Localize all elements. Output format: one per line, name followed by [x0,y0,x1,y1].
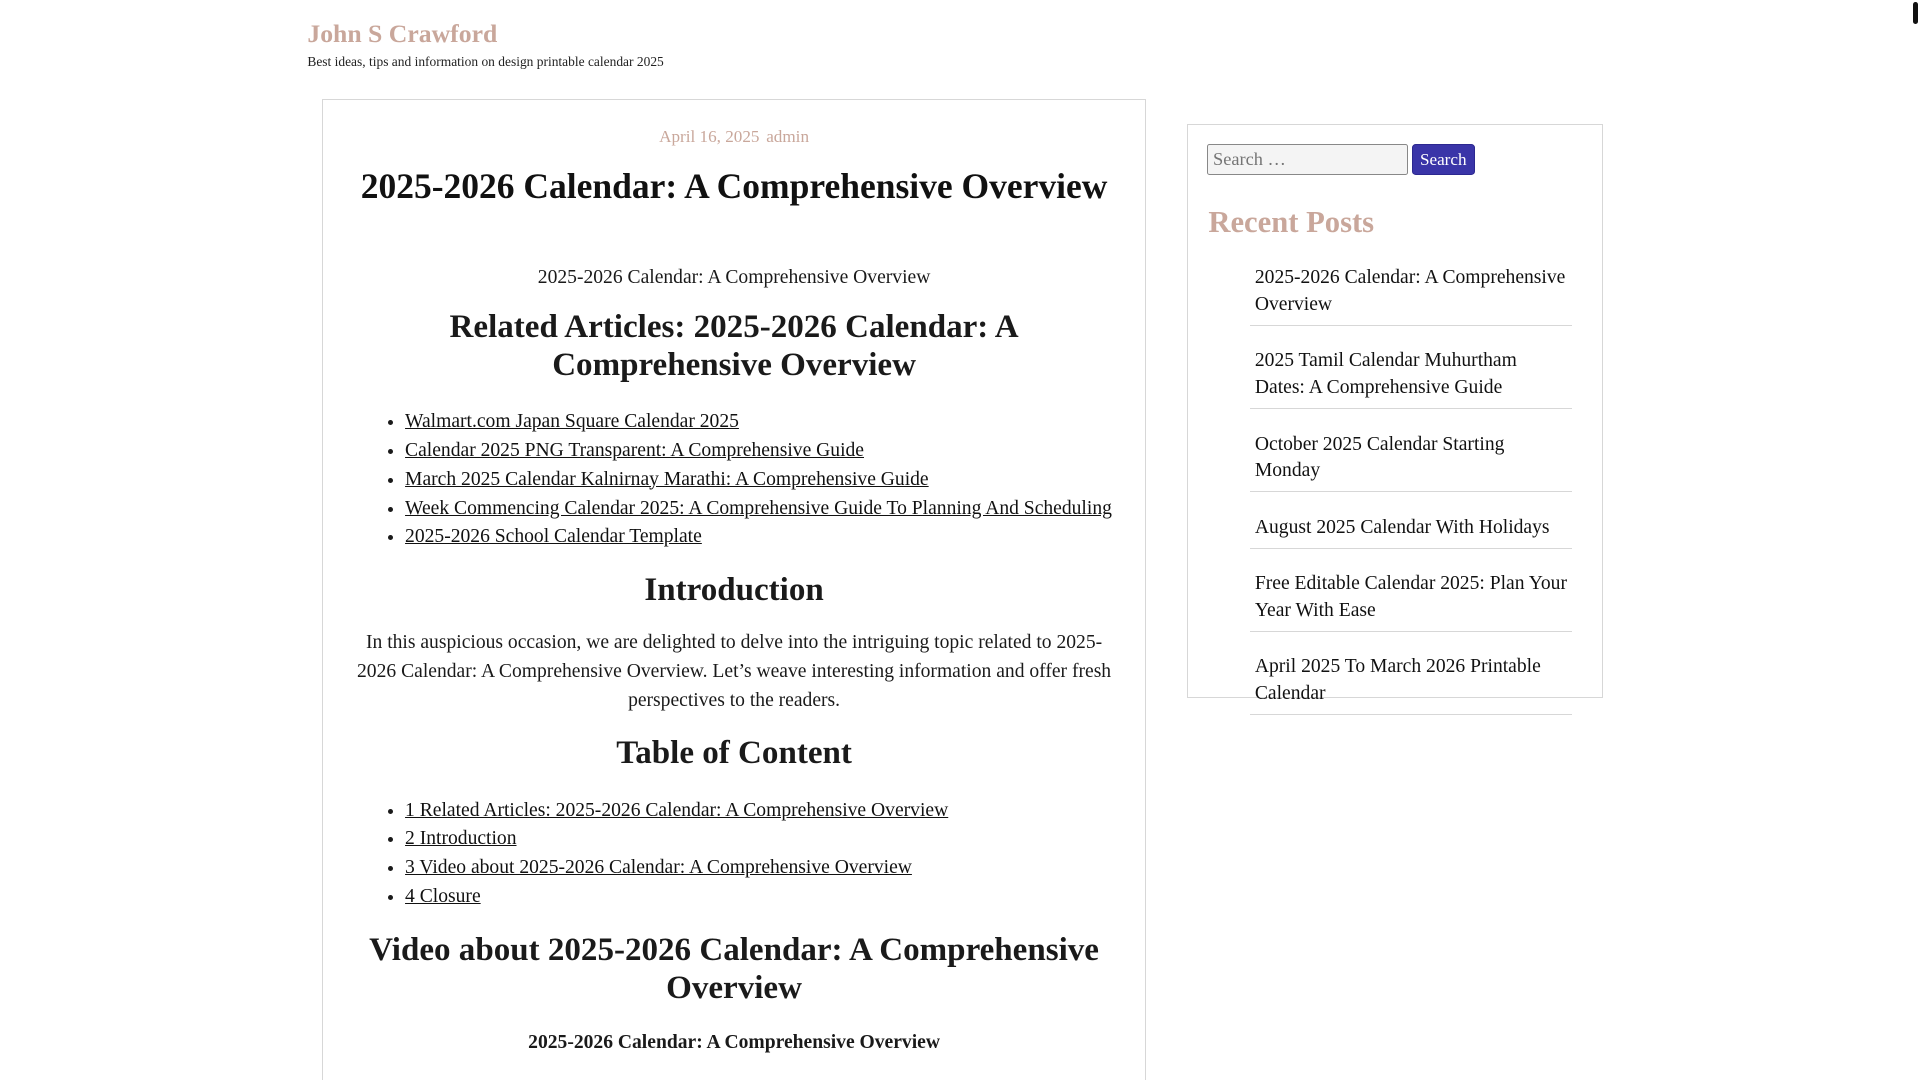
video-heading: Video about 2025-2026 Calendar: A Comprehensive Overview [369,931,1099,1006]
search-form [1207,144,1475,175]
sidebar [1187,124,1603,704]
toc-link[interactable]: 3 Video about 2025-2026 Calendar: A Comprehensive Overview [405,857,912,879]
recent-post-link[interactable]: 2025 Tamil Calendar Muhurtham Dates: A Comprehensive Guide [1254,350,1517,399]
list-item [1250,430,1572,492]
recent-posts-list [1250,264,1572,735]
table-of-content-list [349,797,1120,913]
post-author[interactable]: admin [766,127,810,147]
list-item [405,523,1119,552]
related-articles-heading: Related Articles: 2025-2026 Calendar: A Comprehensive Overview [449,308,1019,383]
introduction-heading: Introduction [644,571,824,608]
list-item [405,854,1119,883]
table-of-content-heading: Table of Content [616,735,852,772]
recent-post-link[interactable]: Free Editable Calendar 2025: Plan Your Year With Ease [1254,572,1567,621]
related-link[interactable]: Week Commencing Calendar 2025: A Comprehensive Guide To Planning And Scheduling [405,497,1112,519]
toc-link[interactable]: 4 Closure [405,886,481,908]
list-item [1250,513,1572,548]
post-article [322,99,1146,1080]
list-item [405,437,1119,466]
post-meta [349,127,1120,147]
post-date[interactable]: April 16, 2025 [659,127,760,147]
list-item [1250,569,1572,631]
related-link[interactable]: Walmart.com Japan Square Calendar 2025 [405,410,739,432]
site-title[interactable]: John S Crawford [307,19,498,49]
list-item [1250,347,1572,409]
related-articles-list [349,408,1120,552]
recent-post-link[interactable]: October 2025 Calendar Starting Monday [1254,433,1505,482]
video-caption: 2025-2026 Calendar: A Comprehensive Overview [528,1032,940,1054]
recent-post-link[interactable]: August 2025 Calendar With Holidays [1254,516,1550,538]
related-link[interactable]: Calendar 2025 PNG Transparent: A Comprehensive Guide [405,439,864,461]
recent-post-link[interactable]: 2025-2026 Calendar: A Comprehensive Overview [1254,267,1566,316]
list-item [405,495,1119,524]
recent-post-link[interactable]: April 2025 To March 2026 Printable Calendar [1254,655,1541,704]
list-item [405,825,1119,854]
list-item [405,883,1119,912]
toc-link[interactable]: 1 Related Articles: 2025-2026 Calendar: A Comprehensive Overview [405,799,949,821]
post-caption: 2025-2026 Calendar: A Comprehensive Overview [537,267,931,289]
site-description: Best ideas, tips and information on design printable calendar 2025 [307,53,664,69]
list-item [1250,264,1572,326]
related-link[interactable]: 2025-2026 School Calendar Template [405,526,702,548]
post-title: 2025-2026 Calendar: A Comprehensive Overview [360,166,1108,207]
list-item [405,797,1119,826]
site-header [307,17,663,70]
search-input[interactable] [1207,144,1408,175]
introduction-text: In this auspicious occasion, we are delighted to delve into the intriguing topic related to 2025-2026 Calendar: A Comprehensive Overview. Let’s weave interesting information and offer fresh perspectives to the readers. [357,632,1112,711]
list-item [405,466,1119,495]
list-item [405,408,1119,437]
recent-posts-title: Recent Posts [1208,205,1375,240]
list-item [1250,652,1572,714]
scrollbar-thumb[interactable] [1913,2,1918,24]
toc-link[interactable]: 2 Introduction [405,828,517,850]
search-button[interactable]: Search [1412,144,1475,175]
related-link[interactable]: March 2025 Calendar Kalnirnay Marathi: A Comprehensive Guide [405,468,929,490]
